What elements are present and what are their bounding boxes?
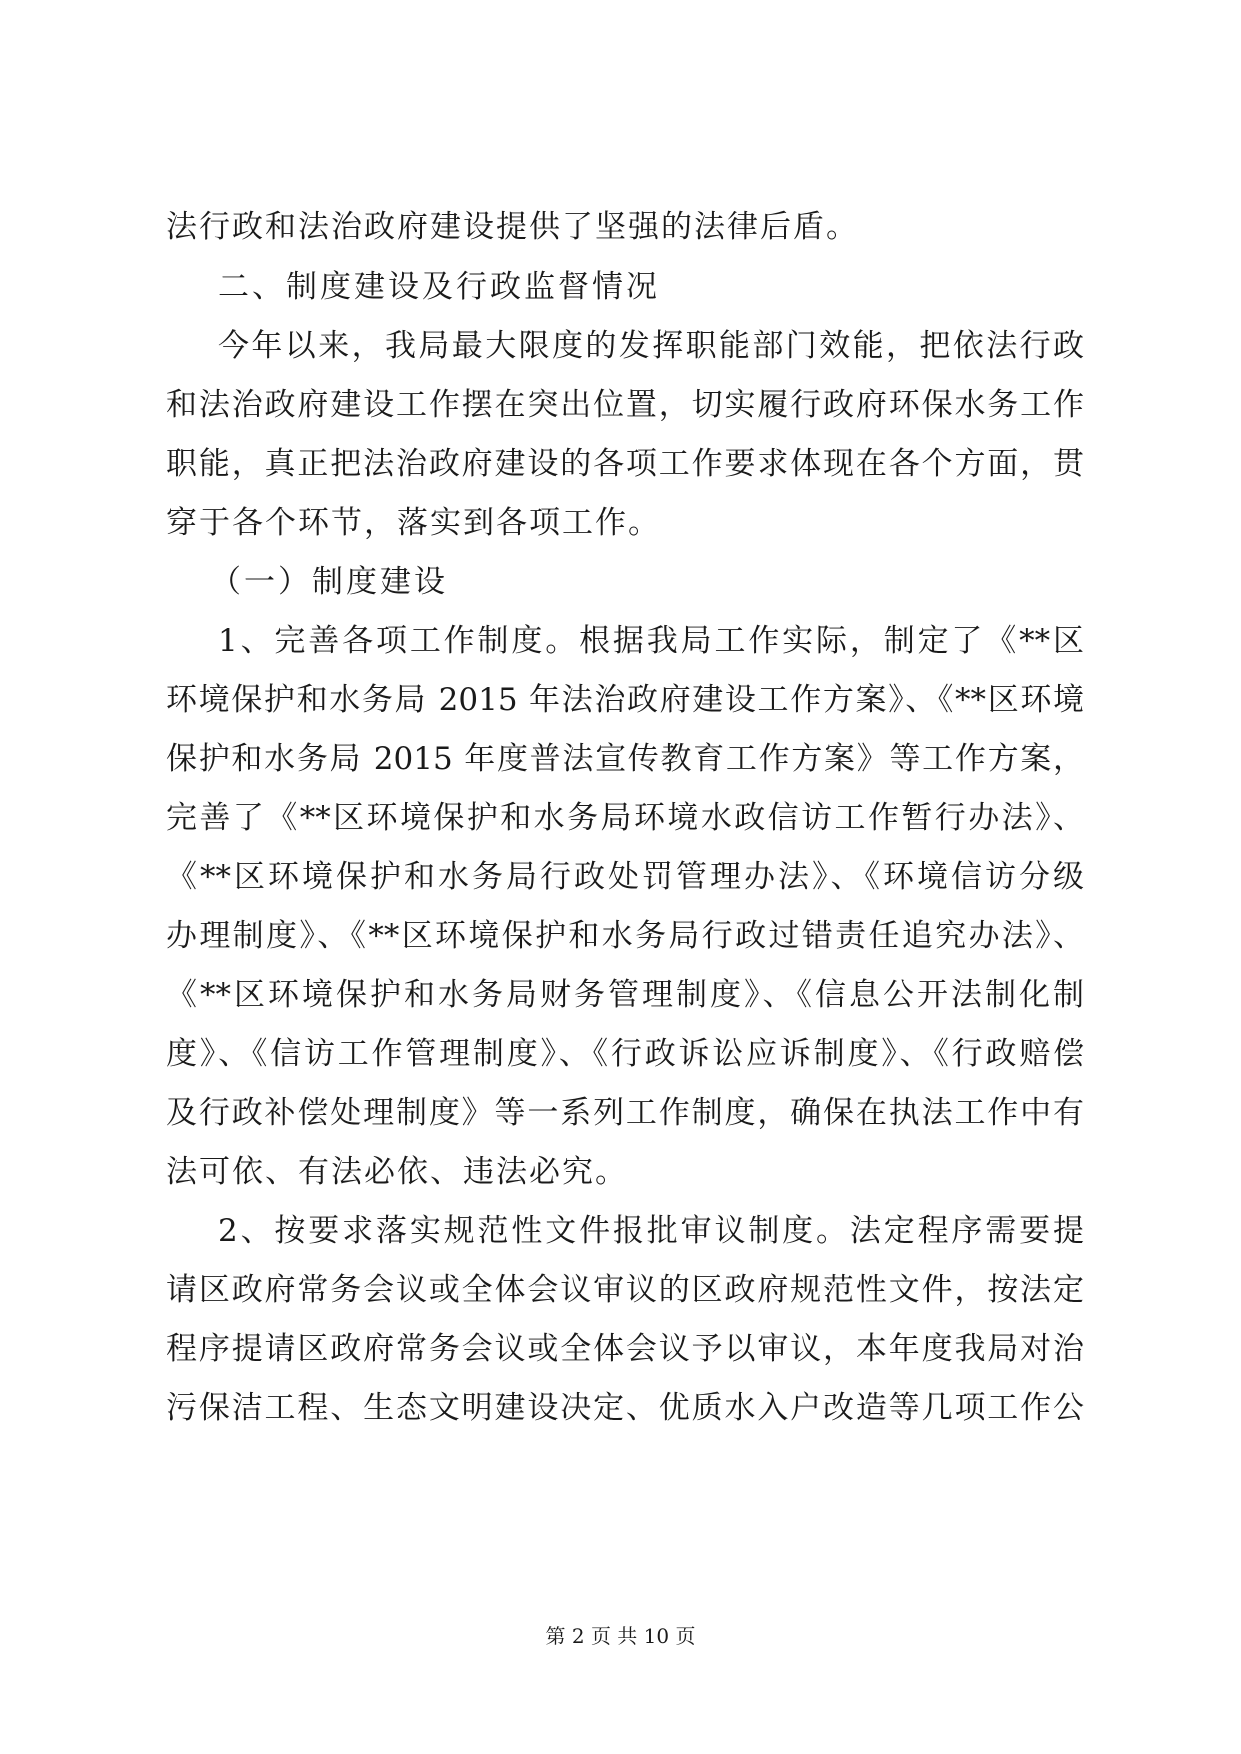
section-heading: 二、制度建设及行政监督情况 bbox=[218, 269, 660, 305]
body-line: 法可依、有法必依、违法必究。 bbox=[166, 1154, 628, 1190]
body-line: 《**区环境保护和水务局财务管理制度》、《信息公开法制化制 bbox=[166, 977, 1084, 1013]
body-line: 法行政和法治政府建设提供了坚强的法律后盾。 bbox=[166, 209, 859, 245]
body-line: 保护和水务局 2015 年度普法宣传教育工作方案》等工作方案， bbox=[166, 741, 1084, 777]
body-line: 程序提请区政府常务会议或全体会议予以审议，本年度我局对治 bbox=[166, 1331, 1084, 1367]
body-line: 穿于各个环节，落实到各项工作。 bbox=[166, 505, 661, 541]
body-line: 及行政补偿处理制度》等一系列工作制度，确保在执法工作中有 bbox=[166, 1095, 1084, 1131]
body-line: 职能，真正把法治政府建设的各项工作要求体现在各个方面，贯 bbox=[166, 446, 1084, 482]
body-line: 2、按要求落实规范性文件报批审议制度。法定程序需要提 bbox=[218, 1213, 1084, 1249]
body-line: 办理制度》、《**区环境保护和水务局行政过错责任追究办法》、 bbox=[166, 918, 1084, 954]
body-line: 今年以来，我局最大限度的发挥职能部门效能，把依法行政 bbox=[218, 328, 1084, 364]
subsection-heading: （一）制度建设 bbox=[210, 564, 448, 600]
body-line: 1、完善各项工作制度。根据我局工作实际，制定了《**区 bbox=[218, 623, 1084, 659]
body-line: 度》、《信访工作管理制度》、《行政诉讼应诉制度》、《行政赔偿 bbox=[166, 1036, 1084, 1072]
page-number-footer: 第 2 页 共 10 页 bbox=[545, 1624, 696, 1648]
body-line: 环境保护和水务局 2015 年法治政府建设工作方案》、《**区环境 bbox=[166, 682, 1084, 718]
body-line: 污保洁工程、生态文明建设决定、优质水入户改造等几项工作公 bbox=[166, 1390, 1084, 1426]
body-line: 请区政府常务会议或全体会议审议的区政府规范性文件，按法定 bbox=[166, 1272, 1084, 1308]
body-line: 完善了《**区环境保护和水务局环境水政信访工作暂行办法》、 bbox=[166, 800, 1084, 836]
body-line: 和法治政府建设工作摆在突出位置，切实履行政府环保水务工作 bbox=[166, 387, 1084, 423]
body-line: 《**区环境保护和水务局行政处罚管理办法》、《环境信访分级 bbox=[166, 859, 1084, 895]
